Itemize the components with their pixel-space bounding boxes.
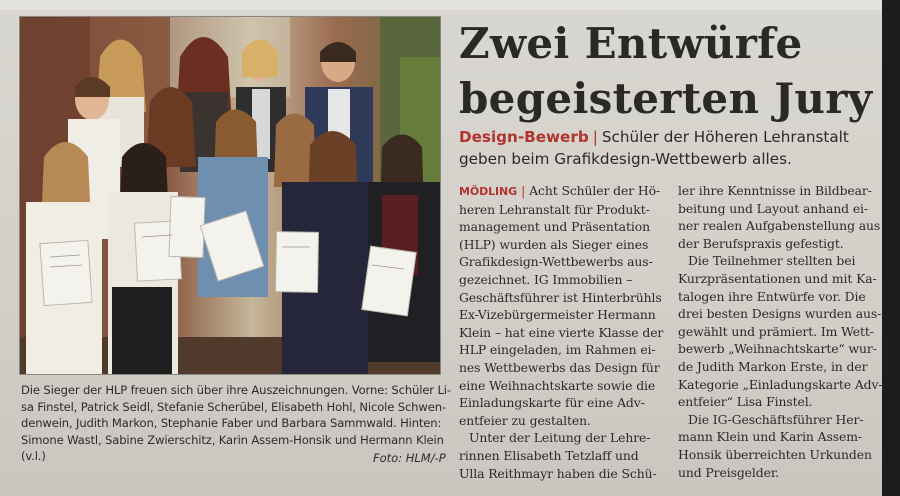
- caption-line: Die Sieger der HLP freuen sich über ihre Auszeichnungen. Vorne: Schüler Li-: [21, 383, 451, 397]
- body-line: Die Teilnehmer stellten bei: [688, 253, 856, 269]
- body-line: Einladungskarte für eine Adv-: [459, 395, 645, 411]
- body-line: heren Lehranstalt für Produkt-: [459, 201, 650, 217]
- body-line: Ex-Vizebürgermeister Hermann: [459, 307, 656, 323]
- body-line: und Preisgelder.: [678, 464, 780, 480]
- body-line: Die IG-Geschäftsführer Her-: [688, 411, 864, 427]
- body-line: bewerb „Weihnachtskarte“ wur-: [678, 341, 877, 357]
- body-line: beitung und Layout anhand ei-: [678, 200, 869, 216]
- body-line: drei besten Designs wurden aus-: [678, 306, 882, 322]
- body-line: HLP eingeladen, im Rahmen ei-: [459, 342, 656, 358]
- body-line: Honsik überreichten Urkunden: [678, 446, 872, 462]
- headline: [459, 16, 879, 126]
- headline-line: Zwei Entwürfe: [459, 19, 803, 68]
- body-line: Geschäftsführer ist Hinterbrühls: [459, 289, 662, 305]
- body-line: Acht Schüler der Hö-: [529, 183, 661, 198]
- subhead-separator: |: [592, 128, 598, 146]
- caption-line: denwein, Judith Markon, Stephanie Faber und Barbara Sammwald. Hinten:: [21, 416, 442, 431]
- body-line: gewählt und prämiert. Im Wett-: [678, 323, 874, 339]
- body-line: Kurzpräsentationen und mit Ka-: [678, 270, 877, 286]
- body-line: rinnen Elisabeth Tetzlaff und: [459, 447, 639, 463]
- subhead-kicker: Design-Bewerb: [459, 128, 589, 146]
- headline-line: begeisterten Jury: [459, 74, 873, 123]
- body-line: ner realen Aufgabenstellung aus: [678, 218, 881, 234]
- caption-line: (v.l.): [21, 449, 46, 464]
- body-line: entfeier zu gestalten.: [459, 412, 591, 428]
- body-line: Grafikdesign-Wettbewerbs aus-: [459, 254, 653, 270]
- body-line: mann Klein und Karin Assem-: [678, 429, 862, 445]
- dateline: MÖDLING: [459, 185, 518, 198]
- body-line: Klein – hat eine vierte Klasse der: [459, 324, 664, 340]
- subhead-line: Schüler der Höheren Lehranstalt: [601, 128, 849, 146]
- body-line: talogen ihre Entwürfe vor. Die: [678, 288, 866, 304]
- body-line: Unter der Leitung der Lehre-: [469, 430, 651, 446]
- article-column-2: [678, 182, 883, 481]
- caption-line: sa Finstel, Patrick Seidl, Stefanie Scherübel, Elisabeth Hohl, Nicole Schwen-: [21, 399, 446, 414]
- subhead-line: geben beim Grafikdesign-Wettbewerb alles.: [459, 150, 792, 168]
- body-line: gezeichnet. IG Immobilien –: [459, 271, 633, 287]
- dateline-separator: |: [521, 183, 526, 198]
- body-line: management und Präsentation: [459, 219, 650, 235]
- body-line: Kategorie „Einladungskarte Adv-: [678, 376, 883, 392]
- body-line: (HLP) wurden als Sieger eines: [459, 236, 649, 252]
- article-column-1: [459, 182, 664, 482]
- subheadline: [459, 126, 879, 170]
- group-photo: [19, 16, 441, 375]
- body-line: der Berufspraxis gefestigt.: [678, 235, 844, 251]
- caption-line: Simone Wastl, Sabine Zwierschitz, Karin Assem-Honsik und Hermann Klein: [21, 432, 444, 447]
- body-line: entfeier“ Lisa Finstel.: [678, 394, 813, 410]
- body-line: de Judith Markon Erste, in der: [678, 358, 868, 374]
- photo-credit: Foto: HLM/-P: [373, 451, 446, 465]
- body-line: ler ihre Kenntnisse in Bildbear-: [678, 183, 872, 198]
- body-line: nes Wettbewerbs das Design für: [459, 359, 660, 375]
- body-line: eine Weihnachtskarte sowie die: [459, 377, 656, 393]
- body-line: Ulla Reithmayr haben die Schü-: [459, 465, 657, 481]
